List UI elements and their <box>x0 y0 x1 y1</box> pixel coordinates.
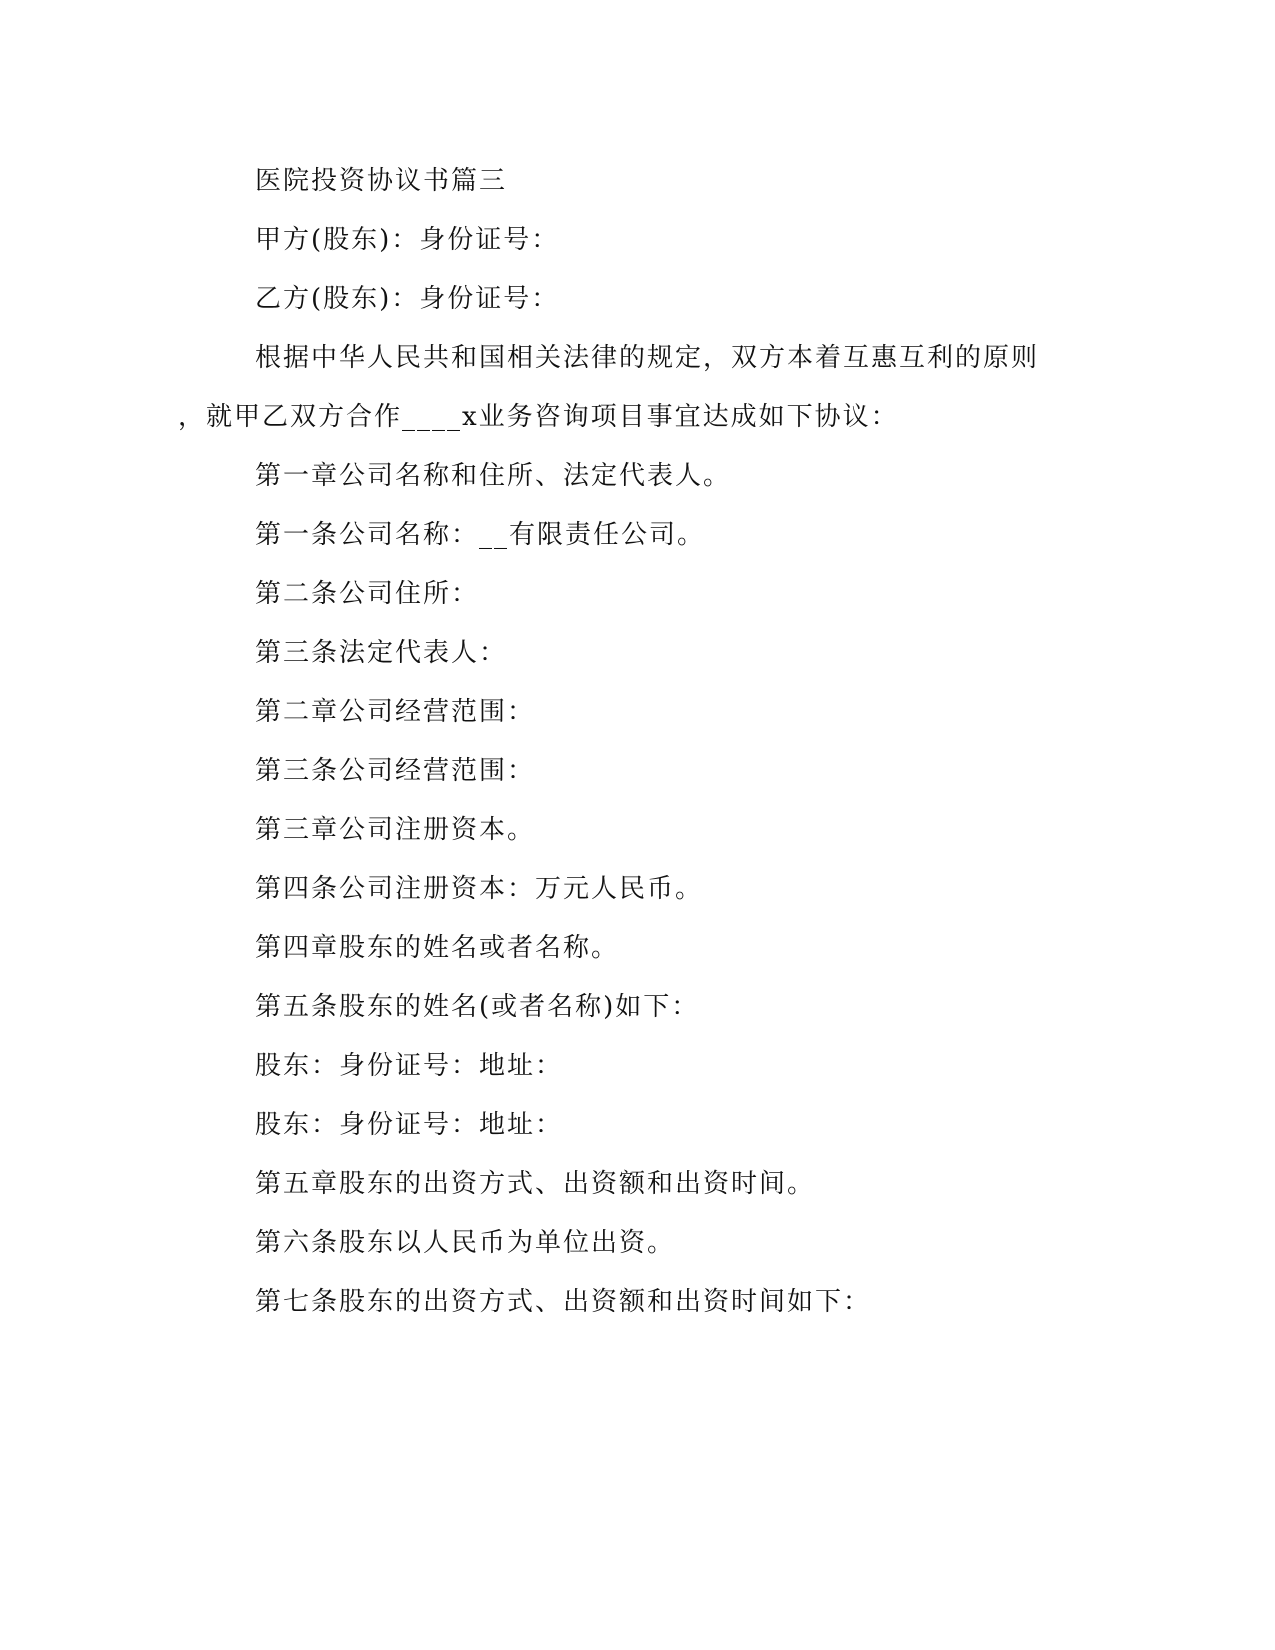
article-4: 第四条公司注册资本：万元人民币。 <box>255 874 704 904</box>
article-5: 第五条股东的姓名(或者名称)如下： <box>255 992 700 1022</box>
intro-paragraph-line-2: ，就甲乙双方合作____x业务咨询项目事宜达成如下协议： <box>178 402 899 432</box>
shareholder-line-2: 股东：身份证号：地址： <box>255 1110 564 1140</box>
article-7: 第七条股东的出资方式、出资额和出资时间如下： <box>255 1287 872 1317</box>
chapter-1-heading: 第一章公司名称和住所、法定代表人。 <box>255 461 732 491</box>
intro-paragraph-line-1: 根据中华人民共和国相关法律的规定，双方本着互惠互利的原则 <box>255 343 1040 373</box>
article-1: 第一条公司名称：__有限责任公司。 <box>255 520 706 550</box>
chapter-2-heading: 第二章公司经营范围： <box>255 697 536 727</box>
article-3-scope: 第三条公司经营范围： <box>255 756 536 786</box>
chapter-5-heading: 第五章股东的出资方式、出资额和出资时间。 <box>255 1169 816 1199</box>
article-2: 第二条公司住所： <box>255 579 480 609</box>
chapter-4-heading: 第四章股东的姓名或者名称。 <box>255 933 620 963</box>
document-title: 医院投资协议书篇三 <box>255 166 508 196</box>
shareholder-line-1: 股东：身份证号：地址： <box>255 1051 564 1081</box>
article-3-representative: 第三条法定代表人： <box>255 638 508 668</box>
article-6: 第六条股东以人民币为单位出资。 <box>255 1228 676 1258</box>
chapter-3-heading: 第三章公司注册资本。 <box>255 815 536 845</box>
party-b-line: 乙方(股东)：身份证号： <box>255 284 560 314</box>
party-a-line: 甲方(股东)：身份证号： <box>255 225 560 255</box>
